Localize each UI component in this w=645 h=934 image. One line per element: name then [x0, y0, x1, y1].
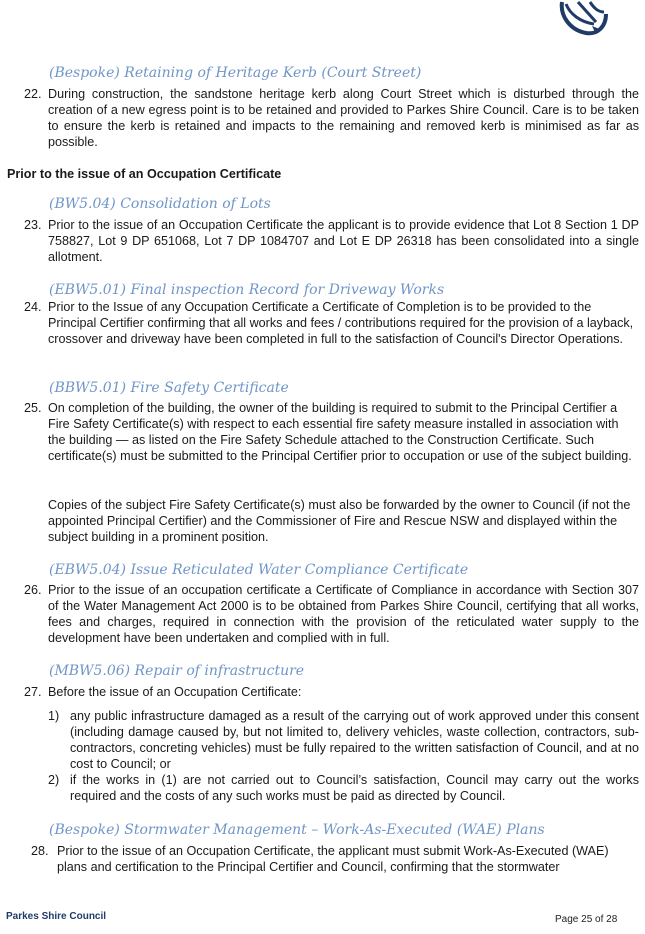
condition-text: On completion of the building, the owner of the building is required to submit to the Principal Certifier a Fire Safety Certificate(s) with respect to each essential fire safety measure installed in association with the building — as listed on the Fire Safety Schedule attached to the Construction Certificate. Such certificate(s) must be submitted to the Principal Certifier prior to occupation or use of the subject building. — [48, 401, 632, 463]
condition-number: 23. — [24, 218, 42, 232]
sub-item-text: any public infrastructure damaged as a result of the carrying out of work approved under this consent (including damage caused by, but not limited to, delivery vehicles, waste collection, contractors, sub-contractors, concreting vehicles) must be fully repaired to the written satisfaction of Council, and at no cost to Council; or — [70, 709, 639, 771]
condition-heading-water-compliance: (EBW5.04) Issue Reticulated Water Compliance Certificate — [49, 562, 469, 578]
condition-25-paragraph-2: Copies of the subject Fire Safety Certificate(s) must also be forwarded by the owner to Council (if not the appointed Principal Certifier) and the Commissioner of Fire and Rescue NSW and displayed within the subject building in a prominent position. — [48, 498, 631, 544]
condition-heading-heritage-kerb: (Bespoke) Retaining of Heritage Kerb (Court Street) — [49, 65, 422, 81]
condition-number: 22. — [24, 87, 42, 101]
condition-text: During construction, the sandstone heritage kerb along Court Street which is disturbed through the creation of a new egress point is to be retained and provided to Parkes Shire Council. Care is to be taken to ensure the kerb is retained and impacts to the remaining and removed kerb is minimised as far as possible. — [48, 87, 639, 149]
footer-organisation: Parkes Shire Council — [6, 911, 107, 922]
sub-item-number: 1) — [48, 709, 60, 723]
condition-text: Before the issue of an Occupation Certificate: — [48, 685, 302, 699]
condition-heading-fire-safety: (BBW5.01) Fire Safety Certificate — [49, 380, 289, 396]
condition-text: Prior to the issue of an occupation certificate a Certificate of Compliance in accordance with Section 307 of the Water Management Act 2000 is to be obtained from Parkes Shire Council, certifying that all works, fees and charges, required in connection with the provision of the reticulated water supply to the development have been undertaken and complied with in full. — [48, 583, 639, 645]
sub-item-number: 2) — [48, 773, 60, 787]
section-title: Prior to the issue of an Occupation Certificate — [7, 167, 282, 181]
condition-heading-consolidation: (BW5.04) Consolidation of Lots — [49, 196, 271, 212]
condition-number: 24. — [24, 300, 42, 314]
condition-heading-stormwater: (Bespoke) Stormwater Management – Work-As-Executed (WAE) Plans — [49, 822, 545, 838]
condition-heading-driveway: (EBW5.01) Final inspection Record for Driveway Works — [49, 282, 445, 298]
condition-heading-repair-infrastructure: (MBW5.06) Repair of infrastructure — [49, 663, 305, 679]
sub-item-text: if the works in (1) are not carried out to Council’s satisfaction, Council may carry out the works required and the costs of any such works must be paid as directed by Council. — [70, 773, 639, 803]
condition-number: 27. — [24, 685, 42, 699]
condition-number: 26. — [24, 583, 42, 597]
condition-text: Prior to the issue of an Occupation Certificate the applicant is to provide evidence that Lot 8 Section 1 DP 758827, Lot 9 DP 651068, Lot 7 DP 1084707 and Lot E DP 26318 has been consolidated into a single allotment. — [48, 218, 639, 264]
condition-text: Prior to the Issue of any Occupation Certificate a Certificate of Completion is to be provided to the Principal Certifier confirming that all works and fees / contributions required for the provision of a layback, crossover and driveway have been completed in full to the satisfaction of Council's Director Operations. — [48, 300, 634, 346]
condition-number: 28. — [31, 844, 49, 858]
condition-number: 25. — [24, 401, 42, 415]
page-number: Page 25 of 28 — [555, 914, 618, 925]
condition-text: Prior to the issue of an Occupation Certificate, the applicant must submit Work-As-Executed (WAE) plans and certification to the Principal Certifier and Council, confirming that the stormwater — [57, 844, 609, 874]
council-globe-logo-icon — [556, 0, 608, 36]
